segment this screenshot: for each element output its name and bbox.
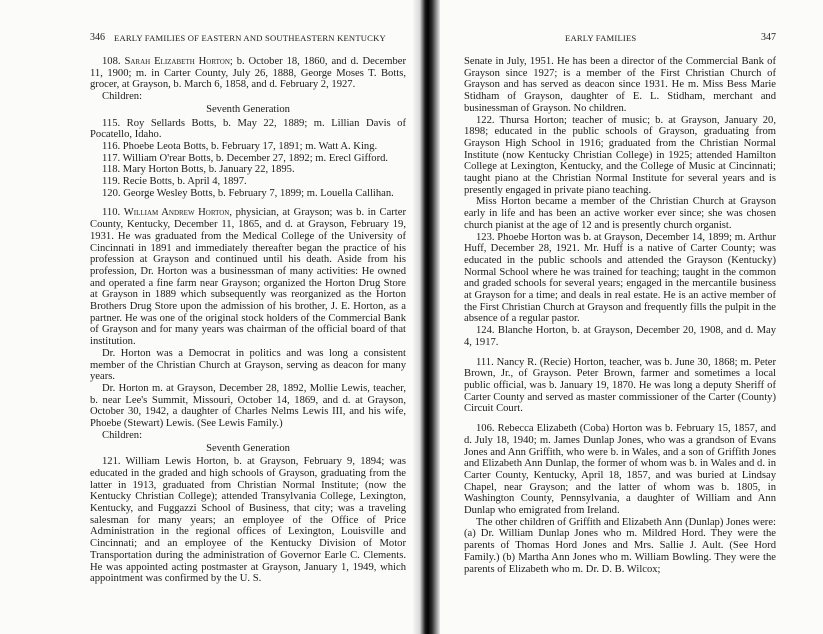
children-label: Children: (102, 429, 143, 441)
list-item: 120. George Wesley Botts, b. February 7, 1899; m. Louella Callihan. (102, 187, 394, 199)
left-running-head: EARLY FAMILIES OF EASTERN AND SOUTHEASTERN KENTUCKY (114, 33, 386, 43)
right-page (440, 0, 823, 634)
entry-110 (90, 207, 406, 347)
entry-122-church: Miss Horton became a member of the Christian Church at Grayson early in life and has been an active worker ever since; she was chosen church pianist at the age of 12 and is presently church organist. (464, 196, 776, 231)
generation-heading: Seventh Generation (206, 442, 290, 454)
left-page-header (90, 33, 406, 47)
left-page-body (90, 33, 406, 585)
list-item: 119. Recie Botts, b. April 4, 1897. (102, 176, 247, 188)
entry-110-marriage: Dr. Horton m. at Grayson, December 28, 1892, Mollie Lewis, teacher, b. near Lee's Summit, Missouri, October 14, 1869, and d. at Grayson, October 30, 1942, a daughter of Charles Nelms Lewis III, and his wife, Phoebe (Stewart) Lewis. (See Lewis Family.) (90, 382, 406, 430)
entry-123: 123. Phoebe Horton was b. at Grayson, December 14, 1899; m. Arthur Huff, December 28, 1921. Mr. Huff is a native of Carter County; was educated in the public schools and attended the Grayson (Kentucky) Normal School where he was trained for teaching; taught in the common and graded schools for several years; engaged in the mercantile business at Grayson for a time; and deals in real estate. He is an active member of the First Christian Church at Grayson and frequently fills the pulpit in the absence of a regular pastor. (464, 231, 776, 325)
right-page-header (464, 33, 776, 47)
entry-122: 122. Thursa Horton; teacher of music; b. at Grayson, January 20, 1898; educated in the public schools of Grayson, graduating from Grayson High School in 1916; graduated from the Christian Normal Institute (now Kentucky Christian College) in 1925; attended Hamilton College at Lexington, Kentucky, and the College of Music at Cincinnati; taught piano at the Christian Normal Institute for several years and is presently engaged in private piano teaching. (464, 114, 776, 196)
entry-106-other-children: The other children of Griffith and Elizabeth Ann (Dunlap) Jones were: (a) Dr. William Dunlap Jones who m. Mildred Hord. They were the parents of Thomas Hord Jones and Mrs. Sallie J. Ault. (See Hord Family.) (b) Martha Ann Jones who m. William Bowling. They were the parents of Elizabeth who m. Dr. D. B. Wilcox; (464, 516, 776, 575)
children-list (90, 118, 406, 200)
entry-110-name: William Andrew Horton (123, 207, 230, 219)
list-item: 115. Roy Sellards Botts, b. May 22, 1889; m. Lillian Davis of Pocatello, Idaho. (90, 117, 406, 141)
entry-110-text: , physician, at Grayson; was b. in Carter County, Kentucky, December 11, 1865, and d. at Grayson, February 19, 1931. He was graduated from the Medical College of the University of Cincinnati in 1891 and immediately thereafter began the practice of his profession at Grayson and continued until his death. Aside from his profession, Dr. Horton was a businessman of many activities: He owned and operated a fine farm near Grayson; organized the Horton Drug Store at Grayson in 1889 which subsequently was reorganized as the Horton Brothers Drug Store upon the admission of his brother, J. E. Horton, as a partner. He was one of the original stock holders of the Commercial Bank of Grayson and for many years was chairman of the official board of that institution. (90, 207, 406, 348)
spacer (464, 349, 776, 357)
entry-110-politics: Dr. Horton was a Democrat in politics and was long a consistent member of the Christian Church at Grayson, serving as deacon for many years. (90, 347, 406, 383)
right-page-number: 347 (761, 32, 776, 43)
generation-heading: Seventh Generation (206, 103, 290, 115)
children-label: Children: (102, 91, 143, 103)
right-page-body (464, 33, 776, 575)
list-item: 117. William O'rear Botts, b. December 27, 1892; m. Erecl Gifford. (102, 152, 389, 164)
right-running-head: EARLY FAMILIES (565, 33, 637, 43)
entry-111: 111. Nancy R. (Recie) Horton, teacher, was b. June 30, 1868; m. Peter Brown, Jr., of Grayson. Peter Brown, farmer and sometimes a local public official, was b. January 19, 1870. He was long a deputy Sheriff of Carter County and served as master commissioner of the Carter (County) Circuit Court. (464, 356, 776, 415)
spacer (464, 415, 776, 423)
entry-108-number: 108. (102, 56, 121, 67)
entry-121-continued: Senate in July, 1951. He has been a director of the Commercial Bank of Grayson since 1927; is a member of the First Christian Church of Grayson and has served as deacon since 1931. He m. Miss Bess Marie Stidham of Grayson, daughter of E. L. Stidham, merchant and businessman of Grayson. No children. (464, 56, 776, 114)
list-item: 118. Mary Horton Botts, b. January 22, 1895. (102, 164, 295, 176)
spacer (90, 199, 406, 207)
entry-106: 106. Rebecca Elizabeth (Coba) Horton was b. February 15, 1857, and d. July 18, 1940; m. James Dunlap Jones, who was a grandson of Evans Jones and Ann Griffith, who were b. in Wales, and a son of Griffith Jones and Elizabeth Ann Dunlap, the former of whom was b. in Wales and d. in Carter County, Kentucky, April 18, 1857, and was buried at Lindsay Chapel, near Grayson; and the latter of whom was b. 1805, in Washington County, Pennsylvania, a daughter of William and Ann Dunlap who emigrated from Ireland. (464, 423, 776, 517)
entry-108-text: ; b. October 18, 1860, and d. December 11, 1900; m. in Carter County, July 26, 1888, George Moses T. Botts, grocer, at Grayson, b. March 6, 1858, and d. February 2, 1927. (90, 56, 406, 91)
entry-108-name: Sarah Elizabeth Horton (124, 56, 230, 67)
entry-121: 121. William Lewis Horton, b. at Grayson, February 9, 1894; was educated in the graded and high schools of Grayson, graduating from the latter in 1913, graduated from Christian Normal Institute; (now the Kentucky Christian College); attended Transylvania College, Lexington, Kentucky, and Fuggazzi School of Business, that city; was a traveling salesman for many years; an employee of the Office of Price Administration in the regional offices of Lexington, Louisville and Cincinnati; and an employee of the Kentucky Division of Motor Transportation during the administration of Governor Earle C. Clements. He was appointed acting postmaster at Grayson, January 1, 1949, which appointment was confirmed by the U. S. (90, 456, 406, 585)
entry-110-number: 110. (102, 207, 121, 219)
entry-108 (90, 56, 406, 91)
left-page-number: 346 (90, 32, 105, 43)
entry-124: 124. Blanche Horton, b. at Grayson, December 20, 1908, and d. May 4, 1917. (464, 325, 776, 348)
book-gutter (413, 0, 440, 634)
list-item: 116. Phoebe Leota Botts, b. February 17, 1891; m. Watt A. King. (102, 140, 378, 152)
